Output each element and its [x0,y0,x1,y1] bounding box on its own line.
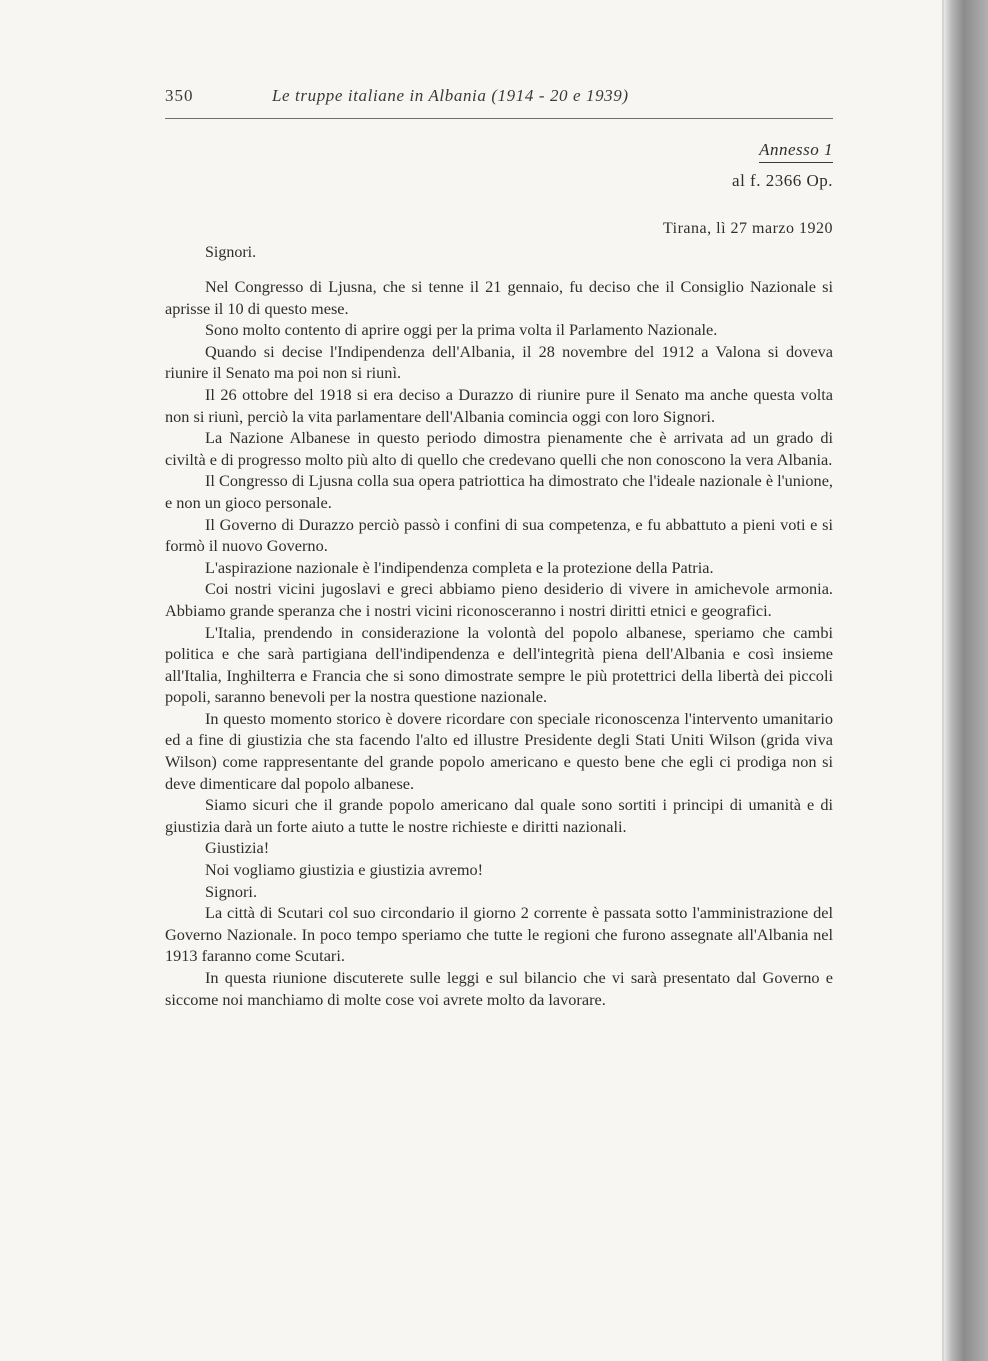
salutation: Signori. [205,244,257,261]
paragraph: Siamo sicuri che il grande popolo americano dal quale sono sortiti i principi di umanità e di giustizia darà un forte aiuto a tutte le nostre richieste e diritti nazionali. [165,795,833,836]
annex-title: Annesso 1 [759,140,833,163]
page-header [165,86,833,119]
paragraph: In questo momento storico è dovere ricordare con speciale riconoscenza l'intervento umanitario ed a fine di giustizia che sta facendo l'alto ed illustre Presidente degli Stati Uniti Wilson (grida viva Wilson) come rappresentante del grande popolo americano e questo bene che egli ci prodiga non si deve dimenticare dal popolo albanese. [165,708,833,793]
paragraph: Il 26 ottobre del 1918 si era deciso a Durazzo di riunire pure il Senato ma anche questa volta non si riunì, perciò la vita parlamentare dell'Albania comincia oggi con loro Signori. [165,384,833,426]
paragraph: Nel Congresso di Ljusna, che si tenne il 21 gennaio, fu deciso che il Consiglio Nazionale si aprisse il 10 di questo mese. [165,277,833,318]
paragraph: Sono molto contento di aprire oggi per la prima volta il Parlamento Nazionale. [205,320,718,340]
paragraph: Quando si decise l'Indipendenza dell'Albania, il 28 novembre del 1912 a Valona si doveva riunire il Senato ma poi non si riunì. [165,341,833,383]
paragraph: Il Governo di Durazzo perciò passò i confini di sua competenza, e fu abbattuto a pieni voti e si formò il nuovo Governo. [165,514,833,556]
paragraph: La città di Scutari col suo circondario il giorno 2 corrente è passata sotto l'amministrazione del Governo Nazionale. In poco tempo speriamo che tutte le regioni che furono assegnate all'Albania nel 1913 faranno come Scutari. [165,903,833,966]
paragraph: Noi vogliamo giustizia e giustizia avremo! [205,860,484,880]
paragraph: Signori. [205,881,258,901]
paragraph: L'aspirazione nazionale è l'indipendenza completa e la protezione della Patria. [205,557,714,577]
annex-reference: al f. 2366 Op. [732,171,833,190]
paragraph: La Nazione Albanese in questo periodo dimostra pienamente che è arrivata ad un grado di civiltà e di progresso molto più alto di quello che credevano quelli che non conoscono la vera Albania. [165,428,833,469]
scan-binding-edge [944,0,988,1361]
annex-block [732,140,833,191]
paragraph: Coi nostri vicini jugoslavi e greci abbiamo pieno desiderio di vivere in amichevole armonia. Abbiamo grande speranza che i nostri vicini riconosceranno i nostri diritti etnici e geografici. [165,579,833,620]
paragraph: In questa riunione discuterete sulle leggi e sul bilancio che vi sarà presentato dal Governo e siccome noi manchiamo di molte cose voi avrete molto da lavorare. [165,968,833,1009]
running-title: Le truppe italiane in Albania (1914 - 20 e 1939) [272,86,629,105]
place-date: Tirana, lì 27 marzo 1920 [662,220,833,237]
paragraph: Giustizia! [205,838,270,858]
paragraph: L'Italia, prendendo in considerazione la volontà del popolo albanese, speriamo che cambi politica e che sarà partigiana dell'indipendenza e dell'integrità piena dell'Albania e così insieme all'Italia, Inghilterra e Francia che si sono dimostrate sempre le più protettrici della libertà dei piccoli popoli, saranno benevoli per la nostra questione nazionale. [165,622,833,707]
paragraph: Il Congresso di Ljusna colla sua opera patriottica ha dimostrato che l'ideale nazionale è l'unione, e non un gioco personale. [165,471,833,512]
document-body [165,276,833,1010]
page-number: 350 [165,86,194,105]
